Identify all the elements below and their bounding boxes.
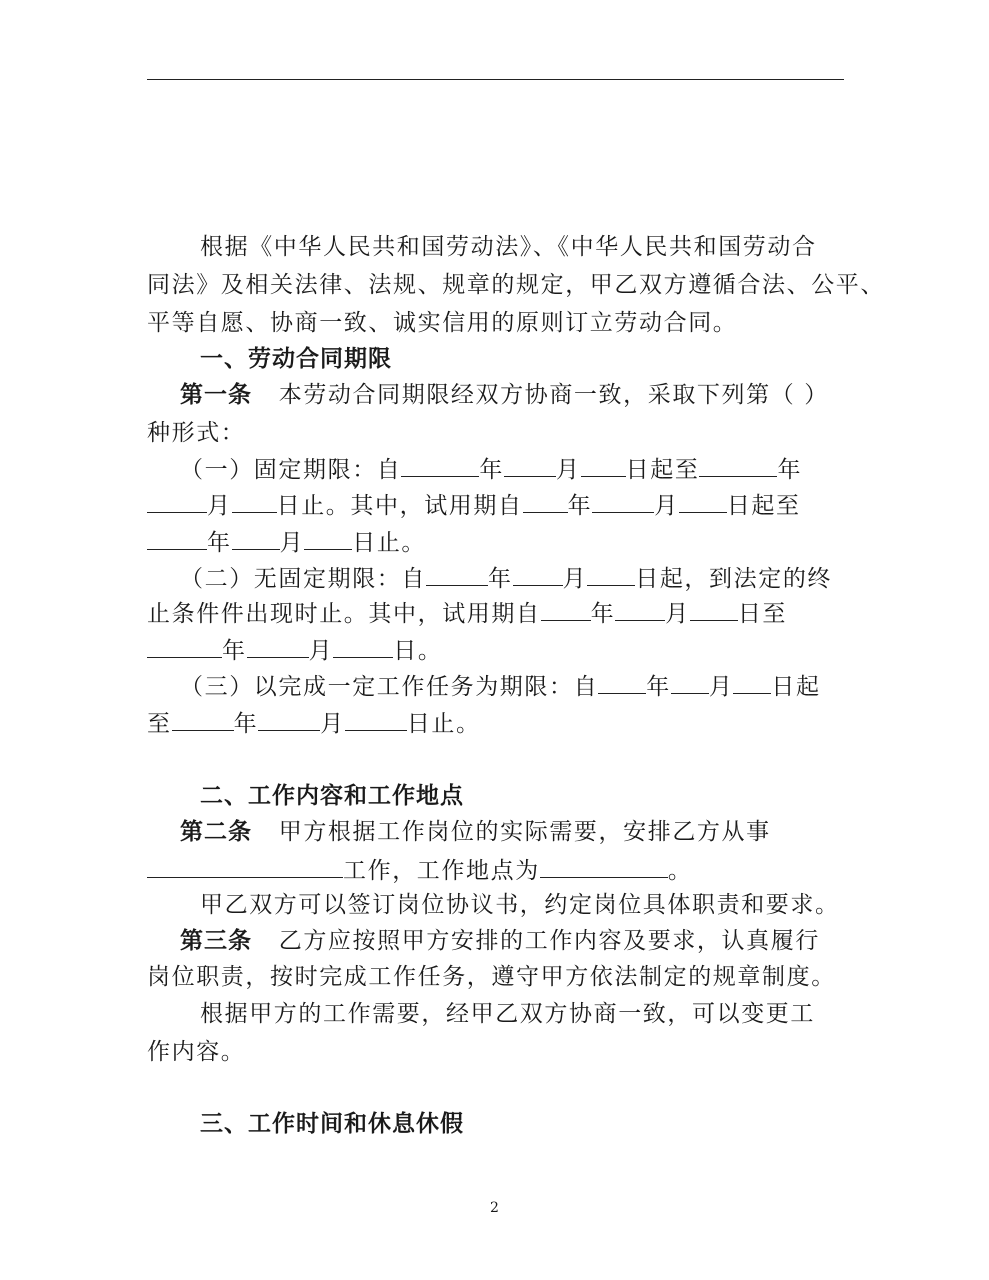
blank-field	[513, 563, 563, 586]
blank-field	[304, 527, 352, 550]
year-label: 年	[233, 711, 259, 737]
article-3-label: 第三条	[180, 928, 252, 954]
blank-field	[401, 454, 479, 477]
blank-field	[699, 454, 777, 477]
month-label: 月	[279, 530, 305, 556]
blank-field	[258, 708, 320, 731]
blank-field	[592, 490, 654, 513]
month-label: 月	[207, 493, 232, 519]
blank-field	[147, 855, 343, 878]
month-label: 月	[308, 638, 334, 664]
article-2-line-1	[180, 817, 771, 847]
article-2-label: 第二条	[180, 819, 252, 845]
blank-field	[581, 454, 626, 477]
blank-field	[598, 671, 646, 694]
day-to-label: 日至	[737, 601, 788, 627]
month-label: 月	[320, 711, 345, 737]
blank-field	[147, 635, 222, 658]
option-1-lead: （一）固定期限：自	[180, 457, 402, 483]
article-3-line-2: 岗位职责，按时完成工作任务，遵守甲方依法制定的规章制度。	[147, 964, 836, 990]
header-rule	[147, 79, 844, 80]
year-label: 年	[777, 457, 803, 483]
year-label: 年	[488, 566, 513, 592]
year-label: 年	[222, 638, 247, 664]
option-2-tail: 日起，到法定的终	[635, 566, 833, 592]
blank-field	[690, 598, 738, 621]
blank-field	[232, 490, 277, 513]
option-1-line-3	[147, 527, 426, 558]
from-to-label: 日起至	[625, 457, 700, 483]
section-heading-1: 一、劳动合同期限	[200, 346, 392, 372]
blank-field	[345, 708, 407, 731]
blank-field	[541, 598, 591, 621]
year-label: 年	[479, 457, 505, 483]
page-number: 2	[490, 1200, 499, 1216]
month-label: 月	[708, 674, 734, 700]
blank-field	[172, 708, 234, 731]
blank-field	[671, 671, 709, 694]
end-label: 日。	[393, 638, 443, 664]
article-3-text: 乙方应按照甲方安排的工作内容及要求，认真履行	[278, 928, 820, 954]
blank-field	[523, 490, 568, 513]
blank-field	[147, 527, 207, 550]
blank-field	[333, 635, 393, 658]
option-3-line-1	[180, 671, 821, 702]
month-label: 月	[562, 566, 588, 592]
option-1-line-2	[147, 490, 801, 521]
day-to-label: 日起至	[726, 493, 801, 519]
year-label: 年	[646, 674, 671, 700]
article-2-paragraph-2: 甲乙双方可以签订岗位协议书，约定岗位具体职责和要求。	[200, 892, 840, 918]
option-1-trial-text: 日止。其中，试用期自	[276, 493, 523, 519]
article-3-line-1	[180, 926, 820, 956]
preamble-line-1: 根据《中华人民共和国劳动法》、《中华人民共和国劳动合	[200, 234, 817, 260]
end-label: 日止。	[406, 711, 481, 737]
option-3-lead: （三）以完成一定工作任务为期限：自	[180, 674, 599, 700]
blank-field	[615, 598, 665, 621]
year-label: 年	[590, 601, 616, 627]
month-label: 月	[665, 601, 690, 627]
article-2-line-2	[147, 855, 692, 886]
option-3-tail: 日起	[771, 674, 821, 700]
blank-field	[733, 671, 771, 694]
work-location-text: 工作，工作地点为	[343, 858, 540, 884]
preamble-line-3: 平等自愿、协商一致、诚实信用的原则订立劳动合同。	[147, 310, 738, 336]
blank-field	[426, 563, 488, 586]
option-2-line-2	[147, 598, 787, 629]
article-1-line-1	[180, 380, 829, 410]
article-2-text: 甲方根据工作岗位的实际需要，安排乙方从事	[278, 819, 771, 845]
option-2-line-3	[147, 635, 442, 666]
option-2-line-1	[180, 563, 832, 594]
end-label: 日止。	[352, 530, 427, 556]
option-2-lead: （二）无固定期限：自	[180, 566, 426, 592]
option-2-trial-text: 止条件件出现时止。其中，试用期自	[147, 601, 541, 627]
option-3-line-2	[147, 708, 481, 739]
blank-field	[247, 635, 309, 658]
month-label: 月	[654, 493, 679, 519]
article-3-paragraph-2-line-1: 根据甲方的工作需要，经甲乙双方协商一致，可以变更工	[200, 1001, 815, 1027]
option-1-line-1	[180, 454, 802, 485]
month-label: 月	[556, 457, 581, 483]
blank-field	[504, 454, 556, 477]
year-label: 年	[567, 493, 593, 519]
article-1-text: 本劳动合同期限经双方协商一致，采取下列第（ ）	[278, 382, 829, 408]
period: 。	[667, 858, 693, 884]
preamble-line-2: 同法》及相关法律、法规、规章的规定，甲乙双方遵循合法、公平、	[147, 272, 885, 298]
blank-field	[540, 855, 668, 878]
article-1-label: 第一条	[180, 382, 252, 408]
article-3-paragraph-2-line-2: 作内容。	[147, 1039, 246, 1065]
section-heading-3: 三、工作时间和休息休假	[200, 1111, 464, 1137]
blank-field	[147, 490, 207, 513]
blank-field	[232, 527, 280, 550]
year-label: 年	[207, 530, 232, 556]
blank-field	[587, 563, 635, 586]
article-1-line-2: 种形式：	[147, 420, 246, 446]
to-label: 至	[147, 711, 172, 737]
blank-field	[679, 490, 727, 513]
section-heading-2: 二、工作内容和工作地点	[200, 783, 464, 809]
